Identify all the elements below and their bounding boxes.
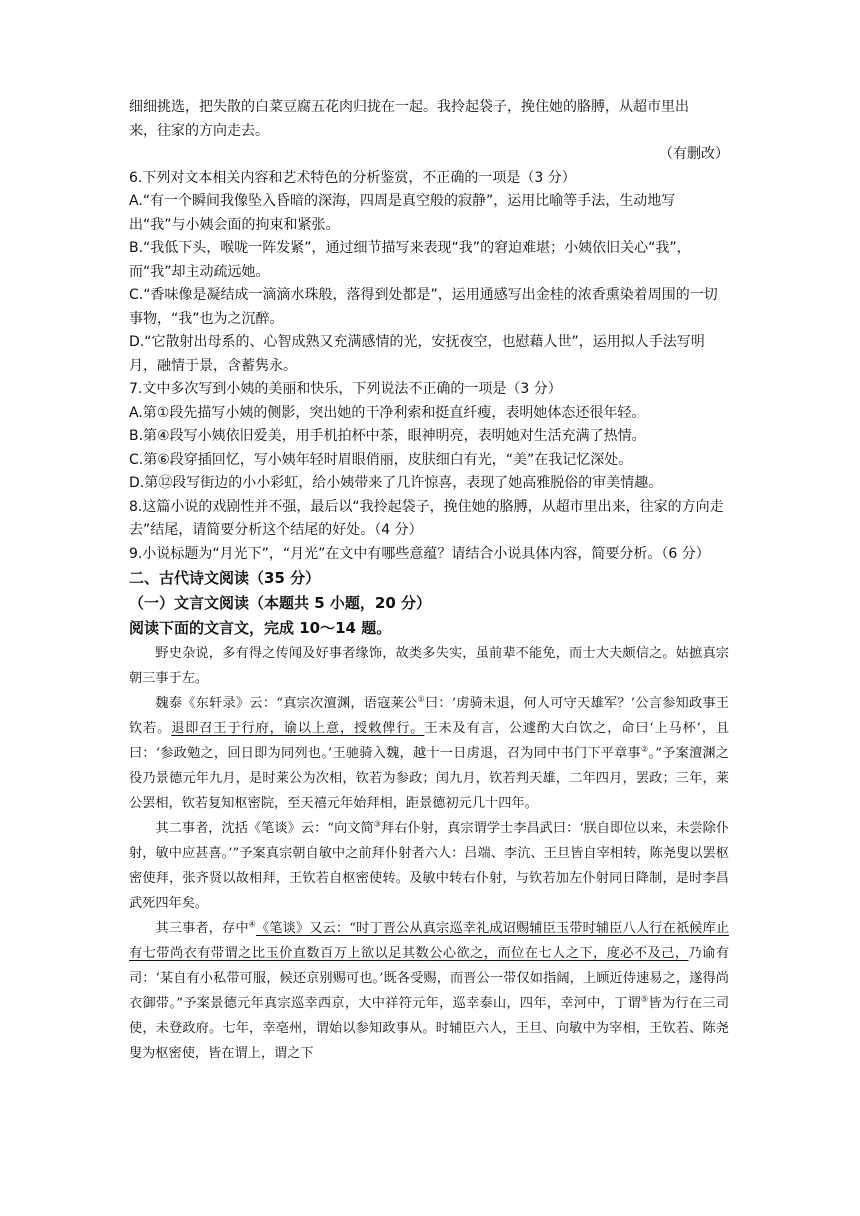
passage-text: 拜右仆射，真宗谓学士李昌武曰：‘朕自即位以来，未尝除仆射，敏中应甚喜。’”予案真宗朝自敏中之前拜仆射者六人：吕端、李沆、王旦皆自宰相转，陈尧叟以罢枢密使拜，张齐贤以故相拜，王钦若自枢密使转。及敏中转右仆射，与钦若加左仆射同日降制，是时李昌武死四年矣。 [129,821,729,911]
underlined-unpunctuated-passage: 《笔谈》又云：“时丁晋公从真宗巡幸礼成诏赐辅臣玉带时辅臣八人行在祇候库止有七带尚衣有带谓之比玉价直数百万上欲以足其数 [129,921,730,961]
underlined-sentence: 公心欲之，而位在七人之下，度必不及己， [429,946,689,961]
footnote-marker: ⑤ [641,994,649,1004]
passage-paragraph-2 [129,691,729,816]
question-9: 9.小说标题为“月光下”，“月光”在文中有哪些意蕴？请结合小说具体内容，简要分析。（6 分） [129,545,710,562]
passage-text: 王未及有言，公遽酌大白饮之，命曰‘上马杯’，且曰：‘参政勉之，回日即为同列也。’王驰骑入魏，越十一日虏退，召为同中书门下平章事 [129,721,730,761]
subsection-title: （一）文言文阅读（本题共 5 小题，20 分） [129,594,431,612]
section-title: 二、古代诗文阅读（35 分） [129,569,321,587]
question-6-option-d: D.“它散射出母系的、心智成熟又充满感情的光，安抚夜空，也慰藉人世”，运用拟人手法写明月，融情于景，含蓄隽永。 [129,334,705,374]
passage-text: 曰：‘虏骑未退，何人可守天雄军？’公言参知政事王钦若。 [129,696,729,736]
passage-paragraph-4 [129,916,729,1066]
question-7-stem: 7.文中多次写到小姨的美丽和快乐，下列说法不正确的一项是（3 分） [129,381,562,397]
question-7-option-b: B.第④段写小姨依旧爱美，用手机拍杯中茶，眼神明亮，表明她对生活充满了热情。 [129,428,646,444]
footnote-marker: ③ [373,819,381,829]
footnote-marker: ④ [248,919,256,929]
question-6-option-c: C.“香味像是凝结成一滴滴水珠般，落得到处都是”，运用通感写出金桂的浓香熏染着周围的一切事物，“我”也为之沉醉。 [129,287,718,327]
reading-instruction: 阅读下面的文言文，完成 10～14 题。 [129,619,392,637]
question-6-option-a: A.“有一个瞬间我像坠入昏暗的深海，四周是真空般的寂静”，运用比喻等手法，生动地写出“我”与小姨会面的拘束和紧张。 [129,193,676,233]
question-7-option-a: A.第①段先描写小姨的侧影，突出她的干净利索和挺直纤瘦，表明她体态还很年轻。 [129,404,646,421]
passage-text: 皆为行在三司使，未登政府。七年，幸亳州，谓始以参知政事从。时辅臣六人，王旦、向敏中为宰相，王钦若、陈尧叟为枢密使，皆在谓上，谓之下 [129,996,730,1061]
story-line: 来，往家的方向走去。 [129,122,269,139]
passage-text: 。”予案澶渊之役乃景德元年九月，是时莱公为次相，钦若为参政；闰九月，钦若判天雄，二年四月，罢政；三年，莱公罢相，钦若复知枢密院，至天禧元年始拜相，距景德初元几十四年。 [129,746,729,811]
footnote-marker: ① [417,694,425,704]
question-7-option-c: C.第⑥段穿插回忆，写小姨年轻时眉眼俏丽，皮肤细白有光，“美”在我记忆深处。 [129,451,633,468]
passage-text: 其二事者，沈括《笔谈》云：“向文简 [155,821,374,836]
story-line: 细细挑选，把失散的白菜豆腐五花肉归拢在一起。我拎起袋子，挽住她的胳膊，从超市里出 [129,99,689,115]
passage-text: 其三事者，存中 [155,921,249,936]
passage-paragraph-3 [129,816,729,916]
question-8: 8.这篇小说的戏剧性并不强，最后以“我拎起袋子，挽住她的胳膊，从超市里出来，往家的方向走去”结尾，请简要分析这个结尾的好处。（4 分） [129,498,724,538]
passage-text: 魏泰《东轩录》云：“真宗次澶渊，语寇莱公 [155,696,418,711]
footnote-marker: ② [640,744,649,754]
page-content [129,96,729,1066]
underlined-sentence: 退即召王于行府，谕以上意，授敕俾行。 [171,721,425,736]
question-7-option-d: D.第⑫段写街边的小小彩虹，给小姨带来了几许惊喜，表现了她高雅脱俗的审美情趣。 [129,475,663,491]
passage-text: 乃谕有司：‘某自有小私带可服，候还京别赐可也。’既各受赐，而晋公一带仅如指阔，上顾近侍速易之，遂得尚衣御带。”予案景德元年真宗巡幸西京，大中祥符元年，巡幸泰山，四年，幸河中，丁谓 [129,946,730,1011]
question-6-option-b: B.“我低下头，喉咙一阵发紧”，通过细节描写来表现“我”的窘迫难堪；小姨依旧关心“我”，而“我”却主动疏远她。 [129,240,691,280]
source-note: （有删改） [659,146,729,162]
question-6-stem: 6.下列对文本相关内容和艺术特色的分析鉴赏，不正确的一项是（3 分） [129,169,576,186]
passage-paragraph-1: 野史杂说，多有得之传闻及好事者缘饰，故类多失实，虽前辈不能免，而士大夫颇信之。姑摭真宗朝三事于左。 [129,646,729,686]
